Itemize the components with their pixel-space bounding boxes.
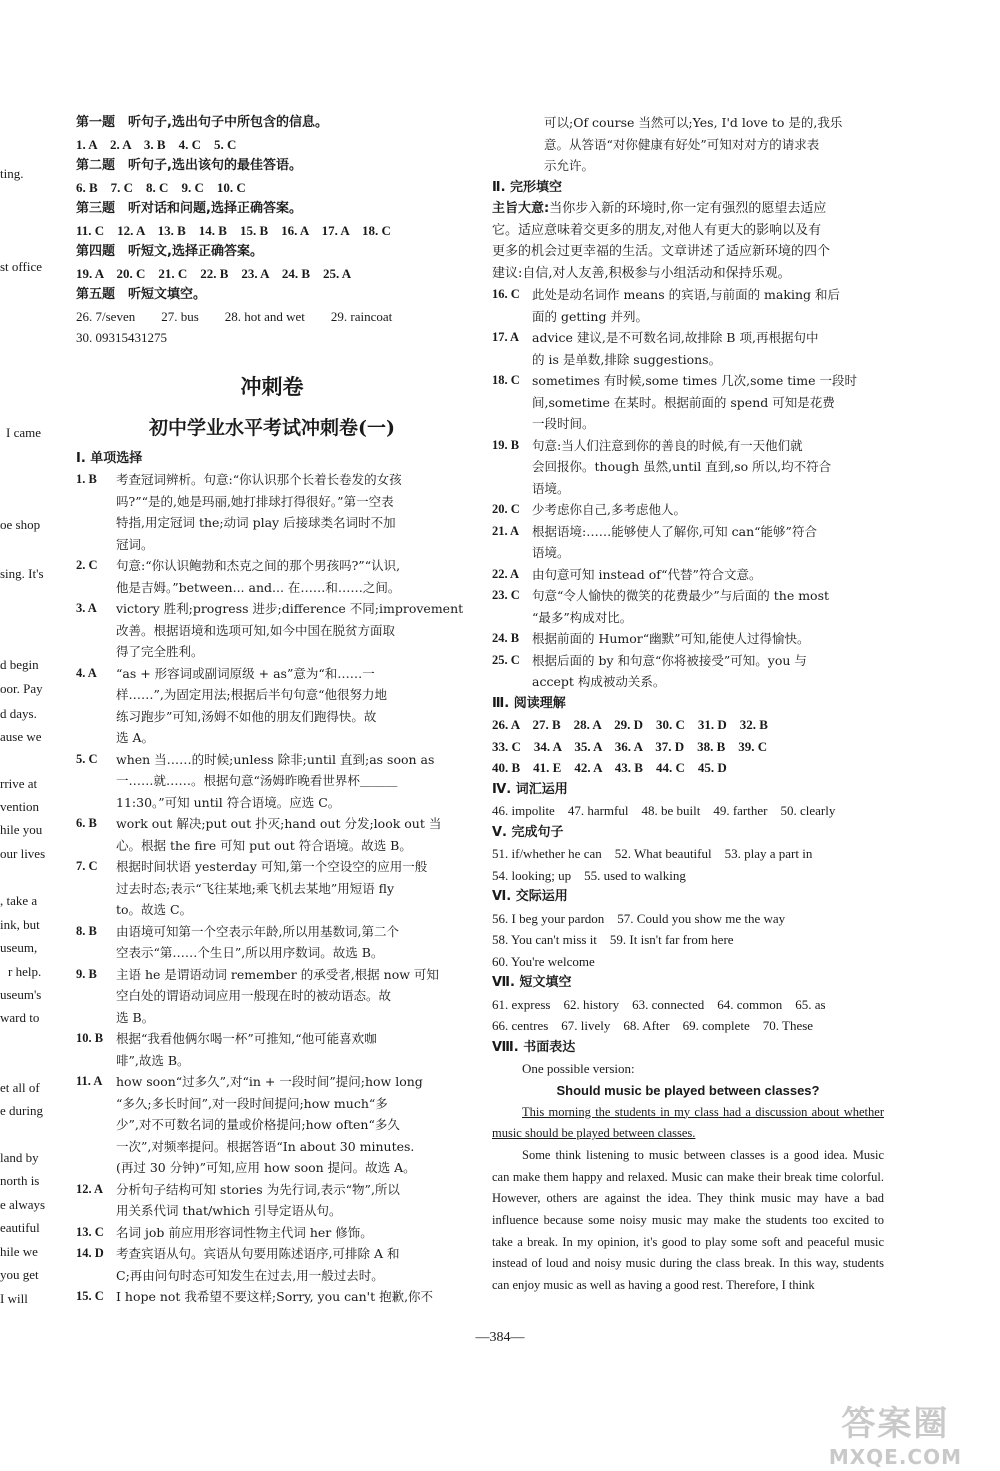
answer-item — [492, 349, 884, 371]
answer-explanation: 少考虑你自己,多考虑他人。 — [532, 502, 686, 517]
continued-explanation: 意。从答语“对你健康有好处”可知对对方的请求表 — [544, 136, 820, 152]
left-column — [76, 112, 468, 1308]
section-heading: Ⅰ. 单项选择 — [76, 450, 143, 466]
answer-item — [492, 392, 884, 414]
answer-explanation: 样……”,为固定用法;根据后半句句意“他很努力地 — [116, 687, 387, 702]
answer-number — [492, 413, 532, 435]
answer-number: 3. A — [76, 601, 97, 615]
edge-fragment: hile we — [0, 1244, 38, 1259]
edge-fragment: ink, but — [0, 917, 40, 932]
listening-part3-answers: 11. C 12. A 13. B 14. B 15. B 16. A 17. A 18. C — [76, 222, 391, 238]
edge-fragment: I will — [0, 1291, 28, 1306]
answer-item — [76, 491, 468, 513]
answer-explanation: work out 解决;put out 扑灭;hand out 分发;look out 当 — [116, 816, 442, 831]
listening-part2-answers: 6. B 7. C 8. C 9. C 10. C — [76, 179, 246, 195]
answer-explanation: 空表示“第……个生日”,所以用序数词。故选 B。 — [116, 945, 384, 960]
listening-part5-heading: 第五题 听短文填空。 — [76, 287, 207, 302]
answer-number — [76, 1265, 116, 1287]
answer-item — [76, 770, 468, 792]
answer-explanation: 句意:“你认识鲍勃和杰克之间的那个男孩吗?”“认识, — [116, 558, 401, 573]
answer-number: 4. A — [76, 665, 97, 680]
answer-explanation: 根据前面的 Humor“幽默”可知,能使人过得愉快。 — [532, 631, 810, 646]
answer-item — [76, 1222, 468, 1244]
edge-fragment: , take a — [0, 893, 38, 908]
edge-fragment: e during — [0, 1103, 43, 1118]
answer-explanation: 会回报你。though 虽然,until 直到,so 所以,均不符合 — [532, 459, 832, 474]
answer-item — [76, 577, 468, 599]
edge-fragment: north is — [0, 1173, 40, 1188]
answer-item — [76, 1243, 468, 1265]
complete-answers: 54. looking; up 55. used to walking — [492, 867, 686, 883]
listening-part2-heading: 第二题 听句子,选出该句的最佳答语。 — [76, 158, 302, 173]
answer-number: 1. B — [76, 472, 97, 486]
answer-number — [492, 392, 532, 414]
right-column — [492, 112, 884, 1297]
answer-number: 9. B — [76, 966, 97, 981]
answer-explanation: 冠词。 — [116, 536, 154, 552]
answer-number — [76, 878, 116, 900]
continued-explanation: 可以;Of course 当然可以;Yes, I'd love to 是的,我乐 — [544, 115, 843, 130]
section-title: 冲刺卷 — [240, 374, 304, 399]
answer-item — [492, 370, 884, 392]
answer-number: 2. C — [76, 558, 98, 572]
essay-title: Should music be played between classes? — [556, 1082, 820, 1098]
answer-item — [76, 1093, 468, 1115]
page-number: —384— — [475, 1330, 525, 1345]
answer-explanation: 名词 job 前应用形容词性物主代词 her 修饰。 — [116, 1224, 373, 1240]
answer-explanation: 由句意可知 instead of“代替”符合文意。 — [532, 566, 762, 582]
watermark-logo — [829, 1396, 962, 1469]
answer-item — [492, 284, 884, 306]
answer-number — [76, 770, 116, 792]
answer-item — [76, 856, 468, 878]
answer-number — [76, 706, 116, 728]
answer-explanation: 练习跑步”可知,汤姆不如他的朋友们跑得快。故 — [116, 708, 377, 724]
writing-heading: Ⅷ. 书面表达 — [492, 1039, 576, 1055]
reading-answers: 40. B 41. E 42. A 43. B 44. C 45. D — [492, 760, 727, 775]
answer-explanation: 一次”,对频率提问。根据答语“In about 30 minutes. — [116, 1138, 415, 1154]
answer-number — [76, 1200, 116, 1222]
cloze-heading: Ⅱ. 完形填空 — [492, 179, 563, 195]
answer-item — [76, 1050, 468, 1072]
answer-number — [76, 684, 116, 706]
answer-number: 5. C — [76, 751, 98, 766]
answer-number: 18. C — [492, 373, 520, 387]
edge-fragment: et all of — [0, 1080, 40, 1095]
comm-heading: Ⅵ. 交际运用 — [492, 889, 568, 904]
edge-fragment: d days. — [0, 706, 37, 721]
answer-number: 22. A — [492, 566, 520, 581]
reading-heading: Ⅲ. 阅读理解 — [492, 695, 566, 711]
answer-item — [76, 985, 468, 1007]
answer-number: 14. D — [76, 1246, 104, 1260]
answer-number — [76, 899, 116, 921]
answer-number: 6. B — [76, 816, 97, 830]
answer-number — [76, 577, 116, 599]
answer-number — [76, 641, 116, 663]
answer-number: 21. A — [492, 523, 520, 538]
answer-explanation: (再过 30 分钟)”可知,应用 how soon 提问。故选 A。 — [116, 1160, 416, 1175]
answer-explanation: 句意:当人们注意到你的善良的时候,有一天他们就 — [532, 437, 803, 453]
answer-explanation: 根据“我看他俩尔喝一杯”可推知,“他可能喜欢咖 — [116, 1031, 377, 1046]
answer-explanation: 选 B。 — [116, 1009, 155, 1025]
edge-fragment: ause we — [0, 729, 42, 744]
answer-explanation: “多久;多长时间”,对一段时间提问;how much“多 — [116, 1095, 388, 1111]
edge-fragment: e always — [0, 1197, 46, 1212]
answer-explanation: 11:30。”可知 until 符合语境。应选 C。 — [116, 794, 341, 810]
answer-explanation: accept 构成被动关系。 — [532, 674, 666, 689]
watermark-url: MXQE.COM — [828, 1445, 962, 1469]
continued-explanation: 示允许。 — [544, 158, 595, 173]
essay-paragraph: This morning the students in my class had a discussion about whether music should be played between classes. — [492, 1104, 884, 1141]
answer-item — [76, 598, 468, 620]
answer-item — [76, 1071, 468, 1093]
answer-explanation: 啡”,故选 B。 — [116, 1052, 190, 1068]
answer-number: 11. A — [76, 1074, 103, 1088]
edge-fragment: vention — [0, 799, 39, 814]
answer-explanation: “最多”构成对比。 — [532, 609, 633, 625]
answer-number — [492, 542, 532, 564]
answer-item — [76, 1179, 468, 1201]
answer-item — [76, 469, 468, 491]
answer-explanation: C;再由问句时态可知发生在过去,用一般过去时。 — [116, 1267, 384, 1283]
answer-item — [492, 564, 884, 586]
answer-explanation: 得了完全胜利。 — [116, 644, 204, 659]
answer-item — [76, 1286, 468, 1308]
answer-explanation: sometimes 有时候,some times 几次,some time 一段时 — [532, 373, 858, 388]
answer-item — [76, 1114, 468, 1136]
writing-version: One possible version: — [522, 1061, 635, 1076]
short-answers: 61. express 62. history 63. connected 64. common 65. as — [492, 996, 826, 1012]
answer-explanation: 一段时间。 — [532, 416, 595, 431]
answer-explanation: 改善。根据语境和选项可知,如今中国在脱贫方面取 — [116, 622, 395, 638]
answer-explanation: 考查宾语从句。宾语从句要用陈述语序,可排除 A 和 — [116, 1246, 400, 1261]
listening-part5-answers: 30. 09315431275 — [76, 330, 167, 345]
vocab-answers: 46. impolite 47. harmful 48. be built 49. farther 50. clearly — [492, 803, 836, 818]
listening-part1-heading: 第一题 听句子,选出句子中所包含的信息。 — [76, 115, 328, 130]
answer-number — [76, 835, 116, 857]
listening-part5-answers: 26. 7/seven 27. bus 28. hot and wet 29. raincoat — [76, 308, 393, 324]
answer-item — [76, 706, 468, 728]
answer-explanation: 语境。 — [532, 545, 570, 560]
answer-item — [492, 542, 884, 564]
answer-number — [76, 534, 116, 556]
answer-item — [76, 684, 468, 706]
answer-number: 24. B — [492, 631, 520, 645]
answer-explanation: 空白处的谓语动词应用一般现在时的被动语态。故 — [116, 988, 392, 1003]
answer-number: 15. C — [76, 1289, 104, 1303]
comm-answers: 60. You're welcome — [492, 953, 595, 969]
answer-number — [76, 1136, 116, 1158]
answer-item — [76, 899, 468, 921]
answer-item — [76, 1157, 468, 1179]
answer-explanation: 心。根据 the fire 可知 put out 符合语境。故选 B。 — [116, 837, 412, 853]
answer-explanation: I hope not 我希望不要这样;Sorry, you can't 抱歉,你不 — [116, 1289, 434, 1304]
answer-item — [76, 641, 468, 663]
answer-number — [76, 1093, 116, 1115]
answer-explanation: 句意“令人愉快的微笑的花费最少”与后面的 the most — [532, 588, 830, 603]
answer-explanation: 用关系代词 that/which 引导定语从句。 — [116, 1203, 342, 1218]
answer-item — [492, 650, 884, 672]
answer-item — [76, 921, 468, 943]
answer-explanation: 特指,用定冠词 the;动词 play 后接球类名词时不加 — [116, 515, 396, 530]
listening-part4-answers: 19. A 20. C 21. C 22. B 23. A 24. B 25. A — [76, 265, 352, 281]
answer-number — [492, 306, 532, 328]
answer-number — [76, 1050, 116, 1072]
edge-fragment: hile you — [0, 822, 43, 837]
right-answer-list — [492, 284, 884, 693]
left-answer-list — [76, 448, 468, 1308]
edge-fragment: ting. — [0, 166, 24, 181]
answer-item — [492, 327, 884, 349]
answer-item — [76, 878, 468, 900]
answer-item — [492, 607, 884, 629]
answer-number — [492, 478, 532, 500]
essay-body — [492, 1102, 884, 1297]
answer-number — [76, 1114, 116, 1136]
answer-number — [76, 1007, 116, 1029]
answer-item — [76, 835, 468, 857]
answer-number: 7. C — [76, 859, 98, 873]
watermark-text: 答案圈 — [841, 1404, 950, 1444]
complete-answers: 51. if/whether he can 52. What beautiful 53. play a part in — [492, 846, 813, 861]
answer-item — [76, 1007, 468, 1029]
answer-number — [76, 792, 116, 814]
cloze-intro: 主旨大意:当你步入新的环境时,你一定有强烈的愿望去适应 — [492, 201, 827, 216]
reading-answers: 26. A 27. B 28. A 29. D 30. C 31. D 32. B — [492, 717, 768, 732]
comm-answers: 56. I beg your pardon 57. Could you show me the way — [492, 910, 786, 926]
answer-item — [492, 435, 884, 457]
listening-part3-heading: 第三题 听对话和问题,选择正确答案。 — [76, 201, 302, 216]
answer-explanation: 的 is 是单数,排除 suggestions。 — [532, 351, 722, 367]
answer-number: 20. C — [492, 502, 520, 516]
answer-item — [76, 663, 468, 685]
edge-fragment: our lives — [0, 846, 46, 861]
answer-item — [76, 813, 468, 835]
listening-part1-answers: 1. A 2. A 3. B 4. C 5. C — [76, 136, 237, 152]
answer-item — [76, 792, 468, 814]
listening-part4-heading: 第四题 听短文,选择正确答案。 — [76, 244, 263, 259]
edge-fragment: d begin — [0, 657, 39, 672]
edge-fragment: useum, — [0, 940, 38, 955]
answer-explanation: 此处是动名词作 means 的宾语,与前面的 making 和后 — [532, 287, 840, 302]
answer-item — [492, 499, 884, 521]
answer-item — [76, 534, 468, 556]
answer-explanation: 分析句子结构可知 stories 为先行词,表示“物”,所以 — [116, 1181, 400, 1197]
answer-explanation: advice 建议,是不可数名词,故排除 B 项,再根据句中 — [532, 330, 819, 345]
exam-title: 初中学业水平考试冲刺卷(一) — [149, 416, 395, 439]
answer-explanation: 吗?”“是的,她是玛丽,她打排球打得很好。”第一空表 — [116, 493, 394, 509]
answer-item — [76, 942, 468, 964]
answer-number — [76, 985, 116, 1007]
answer-item — [492, 585, 884, 607]
answer-explanation: 根据时间状语 yesterday 可知,第一个空设空的应用一般 — [116, 859, 428, 874]
answer-explanation: 由语境可知第一个空表示年龄,所以用基数词,第二个 — [116, 923, 399, 939]
answer-explanation: 根据语境:……能够使人了解你,可知 can“能够”符合 — [532, 523, 817, 539]
answer-item — [76, 1200, 468, 1222]
edge-fragment: r help. — [8, 964, 42, 979]
comm-answers: 58. You can't miss it 59. It isn't far from here — [492, 932, 734, 947]
answer-number: 10. B — [76, 1031, 104, 1045]
edge-fragment: I came — [6, 425, 42, 440]
edge-fragment: rrive at — [0, 776, 38, 791]
answer-number: 25. C — [492, 652, 520, 667]
short-heading: Ⅶ. 短文填空 — [492, 975, 572, 990]
answer-number: 12. A — [76, 1181, 104, 1196]
edge-fragment: land by — [0, 1150, 39, 1165]
edge-fragment: ward to — [0, 1010, 40, 1025]
vocab-heading: Ⅳ. 词汇运用 — [492, 781, 568, 797]
answer-item — [76, 749, 468, 771]
cloze-intro: 更多的机会过更幸福的生活。文章讲述了适应新环境的四个 — [492, 244, 831, 259]
answer-number: 19. B — [492, 437, 520, 452]
answer-item — [76, 1136, 468, 1158]
answer-explanation: 主语 he 是谓语动词 remember 的承受者,根据 now 可知 — [116, 966, 439, 982]
edge-fragment: oe shop — [0, 517, 41, 532]
answer-explanation: 一……就……。根据句意“汤姆昨晚看世界杯＿＿＿ — [116, 773, 398, 788]
answer-item — [76, 964, 468, 986]
edge-fragment: eautiful — [0, 1220, 40, 1235]
answer-explanation: 少”,对不可数名词的量或价格提问;how often“多久 — [116, 1117, 400, 1132]
answer-explanation: 间,sometime 在某时。根据前面的 spend 可知是花费 — [532, 394, 835, 410]
answer-number — [76, 727, 116, 749]
answer-item — [76, 555, 468, 577]
answer-item — [492, 478, 884, 500]
edge-fragment: sing. It's — [0, 566, 44, 581]
answer-explanation: how soon“过多久”,对“in + 一段时间”提问;how long — [116, 1074, 423, 1089]
answer-item — [76, 727, 468, 749]
answer-number — [76, 491, 116, 513]
essay-paragraph: Some think listening to music between classes is a good idea. Music can make them happy and relaxed. Music can make their break time colorful. However, others are against the idea. They think music may have a bad influence because some noisy music may make the students too excited to take a break. In my opinion, it's good to play some soft and peaceful music instead of loud and noisy music during the class break. In this way, students can enjoy music as well as having a good rest. Therefore, I think — [492, 1147, 884, 1293]
answer-number — [76, 512, 116, 534]
cloze-intro: 它。适应意味着交更多的朋友,对他人有更大的影响以及有 — [492, 222, 822, 238]
answer-number: 16. C — [492, 287, 520, 301]
complete-heading: Ⅴ. 完成句子 — [492, 824, 564, 840]
answer-number — [76, 1157, 116, 1179]
answer-number: 17. A — [492, 330, 520, 344]
answer-item — [76, 620, 468, 642]
answer-number: 23. C — [492, 588, 520, 602]
answer-number — [76, 620, 116, 642]
answer-explanation: 面的 getting 并列。 — [532, 308, 648, 324]
short-answers: 66. centres 67. lively 68. After 69. complete 70. These — [492, 1018, 814, 1033]
answer-item — [492, 306, 884, 328]
answer-item — [492, 521, 884, 543]
edge-fragment: st office — [0, 259, 42, 274]
answer-explanation: 他是吉姆。”between... and... 在……和……之间。 — [116, 579, 401, 595]
answer-number — [492, 607, 532, 629]
answer-explanation: when 当……的时候;unless 除非;until 直到;as soon as — [116, 751, 435, 767]
answer-item — [492, 456, 884, 478]
answer-item — [76, 512, 468, 534]
answer-explanation: victory 胜利;progress 进步;difference 不同;improvement — [116, 601, 464, 616]
answer-number: 8. B — [76, 923, 97, 938]
reading-answers: 33. C 34. A 35. A 36. A 37. D 38. B 39. C — [492, 738, 768, 754]
adjacent-page-edge — [0, 0, 52, 1471]
cloze-intro: 建议:自信,对人友善,积极参与小组活动和保持乐观。 — [492, 265, 791, 281]
edge-fragment: you get — [0, 1267, 39, 1282]
edge-fragment: oor. Pay — [0, 681, 43, 696]
answer-explanation: “as + 形容词或副词原级 + as”意为“和……一 — [116, 665, 375, 681]
answer-number: 13. C — [76, 1224, 104, 1239]
answer-number — [492, 671, 532, 693]
answer-item — [76, 1265, 468, 1287]
answer-item — [76, 1028, 468, 1050]
answer-explanation: 根据后面的 by 和句意“你将被接受”可知。you 与 — [532, 652, 807, 668]
answer-explanation: 过去时态;表示“飞往某地;乘飞机去某地”用短语 fly — [116, 880, 395, 896]
answer-number — [492, 349, 532, 371]
answer-number — [76, 942, 116, 964]
answer-explanation: 语境。 — [532, 480, 570, 496]
answer-item — [492, 413, 884, 435]
answer-item — [492, 671, 884, 693]
answer-item — [492, 628, 884, 650]
answer-explanation: to。故选 C。 — [116, 902, 193, 917]
answer-explanation: 考查冠词辨析。句意:“你认识那个长着长卷发的女孩 — [116, 472, 402, 487]
edge-fragment: useum's — [0, 987, 42, 1002]
answer-number — [492, 456, 532, 478]
answer-explanation: 选 A。 — [116, 730, 155, 745]
